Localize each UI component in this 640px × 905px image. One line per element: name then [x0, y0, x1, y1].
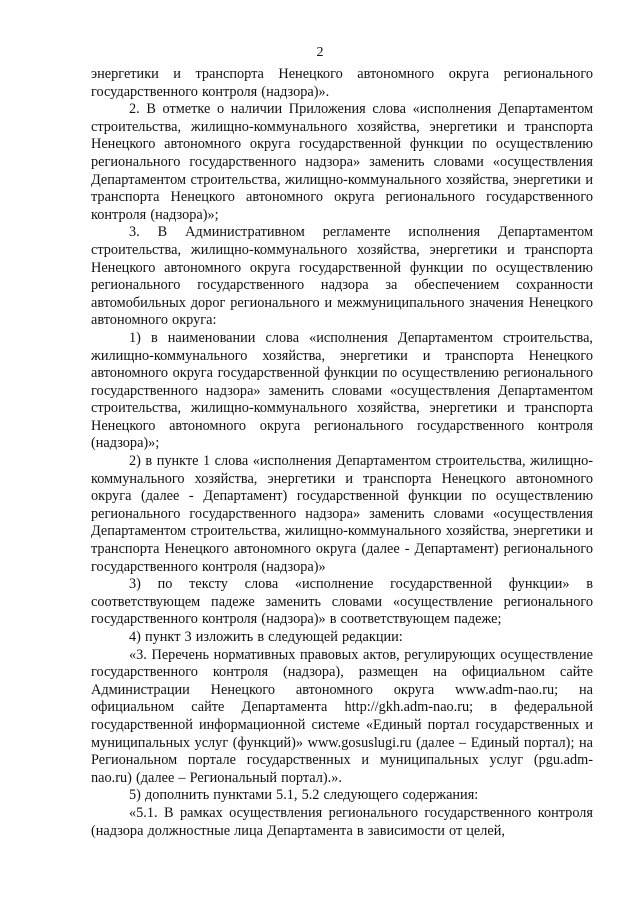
- paragraph-subitem-2: 2) в пункте 1 слова «исполнения Департаментом строительства, жилищно-коммунального хозяйства, энергетики и транспорта Ненецкого автономного округа (далее - Департамент) государственной функции по осуществлению регионального государственного надзора» заменить словами «осуществления Департаментом строительства, жилищно-коммунального хозяйства, энергетики и транспорта Ненецкого автономного округа (далее - Департамент) регионального государственного контроля (надзора)»: [91, 453, 593, 575]
- paragraph-item-2: 2. В отметке о наличии Приложения слова «исполнения Департаментом строительства, жилищно-коммунального хозяйства, энергетики и транспорта Ненецкого автономного округа государственной функции по осуществлению регионального государственного надзора» заменить словами «осуществления Департаментом строительства, жилищно-коммунального хозяйства, энергетики и транспорта Ненецкого автономного округа регионального государственного контроля (надзора)»;: [91, 101, 593, 223]
- page-number: 2: [316, 45, 324, 60]
- paragraph-subitem-3: 3) по тексту слова «исполнение государственной функции» в соответствующем падеже заменить словами «осуществление регионального государственного контроля (надзора)» в соответствующем падеже;: [91, 576, 593, 628]
- paragraph-item-3: 3. В Административном регламенте исполнения Департаментом строительства, жилищно-коммунального хозяйства, энергетики и транспорта Ненецкого автономного округа государственной функции по осуществлению регионального государственного надзора за обеспечением сохранности автомобильных дорог регионального и межмуниципального значения Ненецкого автономного округа:: [91, 224, 593, 329]
- paragraph-point-5-1-text: «5.1. В рамках осуществления регионального государственного контроля (надзора должностные лица Департамента в зависимости от целей,: [91, 804, 593, 839]
- paragraph-subitem-5: 5) дополнить пунктами 5.1, 5.2 следующего содержания:: [129, 787, 479, 804]
- paragraph-point-3-text: «3. Перечень нормативных правовых актов, регулирующих осуществление государственного контроля (надзора), размещен на официальном сайте Администрации Ненецкого автономного округа www.adm-nao.ru; на официальном сайте Департамента http://gkh.adm-nao.ru; в федеральной государственной информационной системе «Единый портал государственных и муниципальных услуг (функций)» www.gosuslugi.ru (далее – Единый портал); на Региональном портале государственных и муниципальных услуг (pgu.adm-nao.ru) (далее – Региональный портал).».: [91, 646, 593, 786]
- paragraph-subitem-1: 1) в наименовании слова «исполнения Департаментом строительства, жилищно-коммунального хозяйства, энергетики и транспорта Ненецкого автономного округа государственной функции по осуществлению регионального государственного надзора» заменить словами «осуществления Департаментом строительства, жилищно-коммунального хозяйства, энергетики и транспорта Ненецкого автономного округа регионального государственного контроля (надзора)»;: [91, 329, 593, 452]
- document-body: [91, 66, 593, 840]
- paragraph-subitem-4: 4) пункт 3 изложить в следующей редакции:: [129, 629, 403, 645]
- paragraph-continuation: энергетики и транспорта Ненецкого автономного округа регионального государственного контроля (надзора)».: [91, 66, 593, 100]
